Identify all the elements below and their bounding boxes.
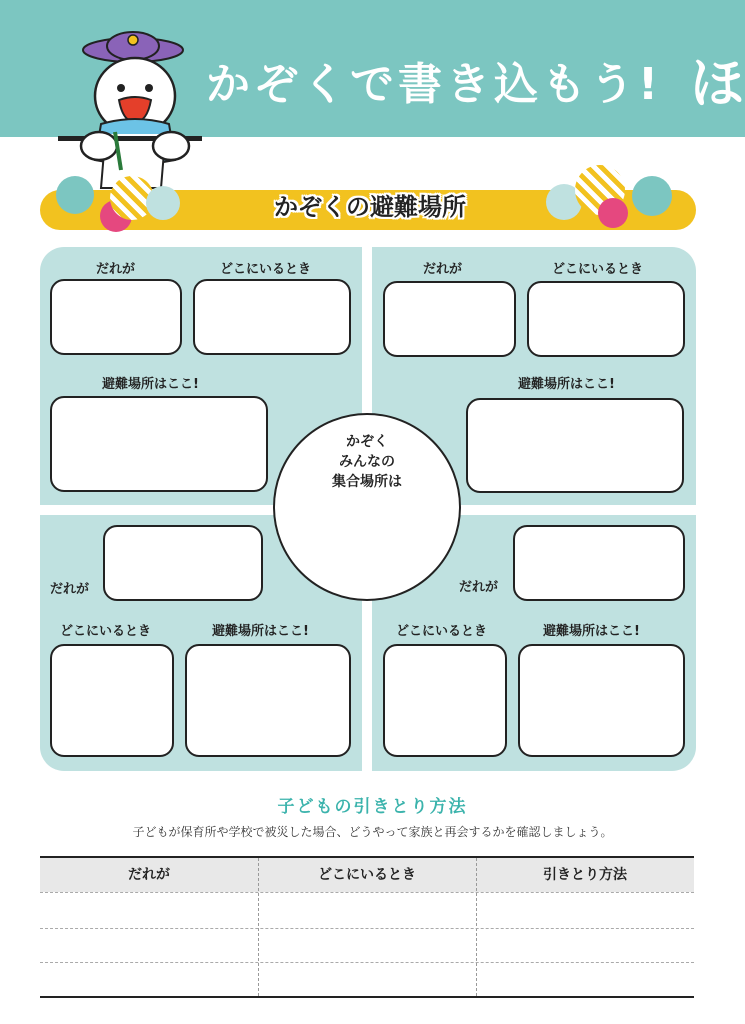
place-input-box[interactable] bbox=[518, 644, 685, 757]
pickup-title: 子どもの引きとり方法 bbox=[277, 797, 468, 817]
place-input-box[interactable] bbox=[50, 396, 268, 492]
table-row-line bbox=[40, 962, 694, 963]
section-title: かぞくの避難場所 bbox=[274, 193, 466, 221]
when-input-box[interactable] bbox=[527, 281, 685, 357]
place-label: 避難場所はここ! bbox=[543, 624, 640, 639]
when-input-box[interactable] bbox=[383, 644, 507, 757]
when-input-box[interactable] bbox=[193, 279, 351, 355]
who-label: だれが bbox=[96, 262, 136, 277]
place-label: 避難場所はここ! bbox=[518, 377, 615, 392]
when-label: どこにいるとき bbox=[60, 624, 152, 639]
place-label: 避難場所はここ! bbox=[212, 624, 309, 639]
who-input-box[interactable] bbox=[103, 525, 263, 601]
who-input-box[interactable] bbox=[513, 525, 685, 601]
table-row-line bbox=[40, 928, 694, 929]
deco-dot bbox=[146, 186, 180, 220]
when-label: どこにいるとき bbox=[220, 262, 312, 277]
place-input-box[interactable] bbox=[466, 398, 684, 493]
meeting-place-label bbox=[273, 432, 461, 492]
table-divider bbox=[476, 858, 477, 996]
when-label: どこにいるとき bbox=[396, 624, 488, 639]
place-label: 避難場所はここ! bbox=[102, 377, 199, 392]
who-input-box[interactable] bbox=[383, 281, 516, 357]
who-label: だれが bbox=[423, 262, 463, 277]
header-cut-text: ほ bbox=[690, 52, 744, 115]
pickup-description: 子どもが保育所や学校で被災した場合、どうやって家族と再会するかを確認しましょう。 bbox=[132, 825, 613, 839]
meeting-place-line3: 集合場所は bbox=[332, 474, 402, 490]
who-label: だれが bbox=[50, 582, 90, 597]
table-header-when: どこにいるとき bbox=[318, 867, 416, 883]
place-input-box[interactable] bbox=[185, 644, 351, 757]
deco-dot bbox=[598, 198, 628, 228]
when-label: どこにいるとき bbox=[552, 262, 644, 277]
table-divider bbox=[258, 858, 259, 996]
table-header-who: だれが bbox=[128, 867, 170, 883]
who-input-box[interactable] bbox=[50, 279, 182, 355]
when-input-box[interactable] bbox=[50, 644, 174, 757]
who-label: だれが bbox=[459, 580, 499, 595]
deco-dot bbox=[632, 176, 672, 216]
penguin-mascot-icon bbox=[55, 28, 205, 198]
pickup-table bbox=[40, 856, 694, 998]
header-title: かぞくで書き込もう! bbox=[206, 59, 663, 110]
meeting-place-line2: みんなの bbox=[339, 454, 395, 470]
meeting-place-line1: かぞく bbox=[346, 434, 388, 450]
table-header-method: 引きとり方法 bbox=[543, 867, 627, 883]
deco-dot bbox=[56, 176, 94, 214]
table-row-line bbox=[40, 892, 694, 893]
